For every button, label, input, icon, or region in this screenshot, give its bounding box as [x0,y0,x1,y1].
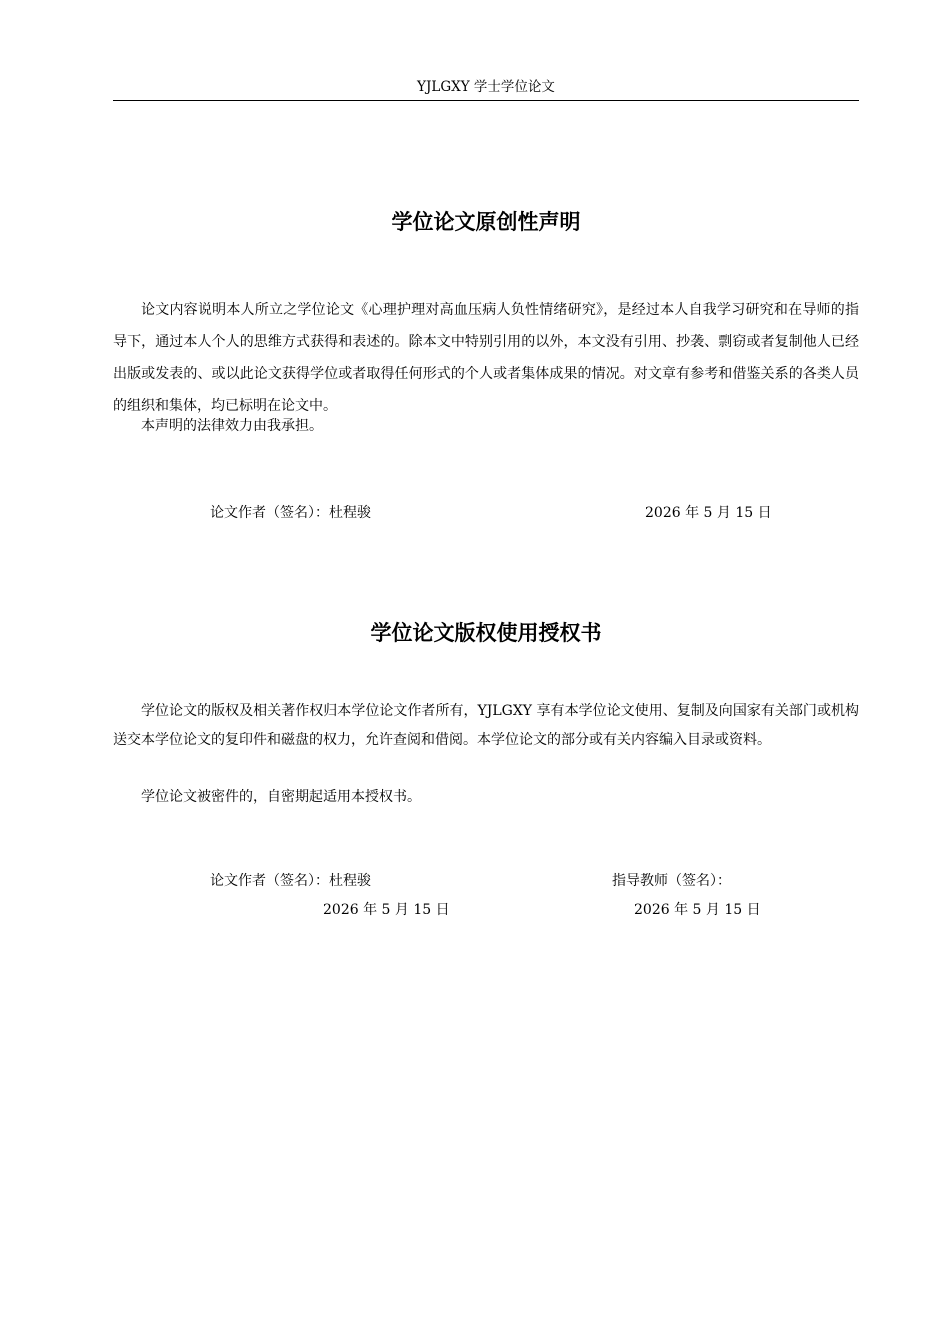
originality-date: 2026 年 5 月 15 日 [645,505,772,521]
copyright-supervisor-date: 2026 年 5 月 15 日 [634,902,761,918]
header-divider [113,100,859,101]
copyright-author-signature: 论文作者（签名）：杜程骏 [210,873,371,889]
page-header: YJLGXY 学士学位论文 [417,79,555,95]
copyright-paragraph-2: 学位论文被密件的，自密期起适用本授权书。 [141,789,421,805]
copyright-paragraph-1: 学位论文的版权及相关著作权归本学位论文作者所有，YJLGXY 享有本学位论文使用、复制及向国家有关部门或机构送交本学位论文的复印件和磁盘的权力，允许查阅和借阅。本学位论文的部分或有关内容编入目录或资料。 [113,703,859,748]
originality-paragraph-2: 本声明的法律效力由我承担。 [141,418,323,434]
originality-paragraph-1: 论文内容说明本人所立之学位论文《心理护理对高血压病人负性情绪研究》，是经过本人自我学习研究和在导师的指导下，通过本人个人的思维方式获得和表述的。除本文中特别引用的以外，本文没有引用、抄袭、剽窃或者复制他人已经出版或发表的、或以此论文获得学位或者取得任何形式的个人或者集体成果的情况。对文章有参考和借鉴关系的各类人员的组织和集体，均已标明在论文中。 [113,302,859,414]
copyright-author-date: 2026 年 5 月 15 日 [323,902,450,918]
originality-author-signature: 论文作者（签名）：杜程骏 [210,505,371,521]
originality-title: 学位论文原创性声明 [391,210,581,234]
copyright-title: 学位论文版权使用授权书 [370,621,602,645]
copyright-supervisor-signature: 指导教师（签名）： [612,873,731,889]
